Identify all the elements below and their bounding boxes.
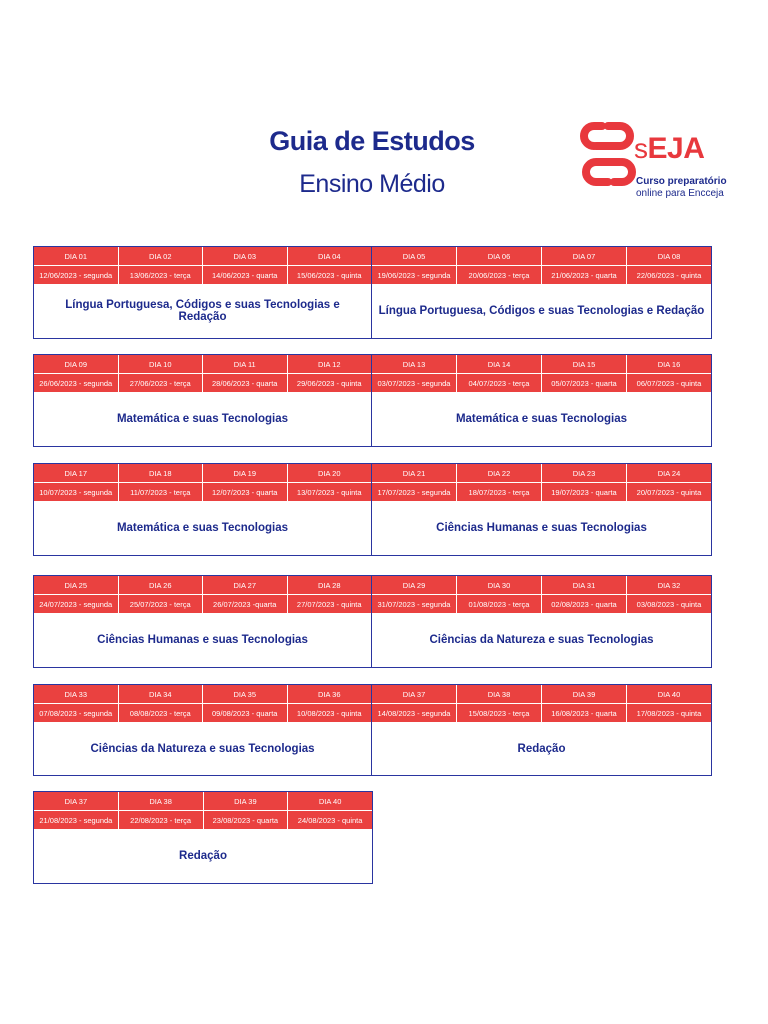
date-row [34, 373, 371, 392]
day-row [34, 685, 371, 703]
schedule-block-4 [33, 575, 712, 668]
day-cell: DIA 30 [457, 576, 542, 594]
date-cell: 17/08/2023 - quinta [627, 704, 711, 722]
date-cell: 29/06/2023 - quinta [288, 374, 372, 392]
day-cell: DIA 21 [372, 464, 457, 482]
day-row [34, 576, 371, 594]
date-row [372, 482, 711, 501]
day-cell: DIA 39 [542, 685, 627, 703]
date-cell: 04/07/2023 - terça [457, 374, 542, 392]
date-cell: 24/08/2023 - quinta [288, 811, 372, 829]
day-row [34, 355, 371, 373]
schedule-block-3 [33, 463, 712, 556]
schedule-block-1 [33, 246, 712, 339]
day-cell: DIA 37 [372, 685, 457, 703]
day-cell: DIA 25 [34, 576, 119, 594]
date-cell: 06/07/2023 - quinta [627, 374, 711, 392]
topic-label: Língua Portuguesa, Códigos e suas Tecnologias e Redação [378, 305, 705, 317]
logo-tagline-2: online para Encceja [636, 188, 724, 199]
day-cell: DIA 28 [288, 576, 372, 594]
day-cell: DIA 40 [288, 792, 372, 810]
date-cell: 26/06/2023 - segunda [34, 374, 119, 392]
date-cell: 31/07/2023 - segunda [372, 595, 457, 613]
day-cell: DIA 02 [119, 247, 204, 265]
day-cell: DIA 09 [34, 355, 119, 373]
day-cell: DIA 10 [119, 355, 204, 373]
day-cell: DIA 15 [542, 355, 627, 373]
day-cell: DIA 16 [627, 355, 711, 373]
date-cell: 12/07/2023 - quarta [203, 483, 288, 501]
day-cell: DIA 24 [627, 464, 711, 482]
date-row [34, 810, 372, 829]
day-cell: DIA 05 [372, 247, 457, 265]
day-cell: DIA 01 [34, 247, 119, 265]
day-cell: DIA 14 [457, 355, 542, 373]
date-cell: 12/06/2023 - segunda [34, 266, 119, 284]
date-cell: 18/07/2023 - terça [457, 483, 542, 501]
schedule-group [372, 684, 712, 776]
date-row [34, 265, 371, 284]
day-row [34, 464, 371, 482]
date-cell: 17/07/2023 - segunda [372, 483, 457, 501]
seja-symbol-icon [580, 118, 636, 190]
day-cell: DIA 36 [288, 685, 372, 703]
schedule-group [33, 246, 372, 339]
date-cell: 20/06/2023 - terça [457, 266, 542, 284]
day-cell: DIA 38 [457, 685, 542, 703]
day-cell: DIA 32 [627, 576, 711, 594]
date-cell: 03/08/2023 - quinta [627, 595, 711, 613]
date-row [34, 703, 371, 722]
day-row [372, 464, 711, 482]
day-row [34, 792, 372, 810]
topic-label: Ciências da Natureza e suas Tecnologias [90, 742, 315, 755]
date-cell: 15/06/2023 - quinta [288, 266, 372, 284]
topic-label: Ciências Humanas e suas Tecnologias [436, 522, 647, 534]
date-cell: 24/07/2023 - segunda [34, 595, 119, 613]
day-cell: DIA 40 [627, 685, 711, 703]
logo-brand: sEJA [634, 132, 705, 165]
date-cell: 22/08/2023 - terça [119, 811, 204, 829]
date-cell: 14/06/2023 - quarta [203, 266, 288, 284]
date-row [34, 482, 371, 501]
schedule-group [33, 463, 372, 556]
day-row [372, 685, 711, 703]
schedule-block-2 [33, 354, 712, 447]
date-cell: 11/07/2023 - terça [119, 483, 204, 501]
logo-tagline-1: Curso preparatório [636, 176, 727, 187]
date-row [372, 703, 711, 722]
day-cell: DIA 19 [203, 464, 288, 482]
seja-logo [580, 108, 727, 208]
date-cell: 02/08/2023 - quarta [542, 595, 627, 613]
date-cell: 15/08/2023 - terça [457, 704, 542, 722]
schedule-group [372, 246, 712, 339]
day-cell: DIA 35 [203, 685, 288, 703]
schedule-group [33, 354, 372, 447]
day-cell: DIA 29 [372, 576, 457, 594]
date-cell: 21/08/2023 - segunda [34, 811, 119, 829]
date-cell: 13/07/2023 - quinta [288, 483, 372, 501]
day-cell: DIA 04 [288, 247, 372, 265]
topic-label: Matemática e suas Tecnologias [455, 413, 628, 425]
schedule-group [33, 684, 372, 776]
date-cell: 19/07/2023 - quarta [542, 483, 627, 501]
date-cell: 05/07/2023 - quarta [542, 374, 627, 392]
date-cell: 10/07/2023 - segunda [34, 483, 119, 501]
topic-label: Redação [517, 742, 566, 755]
day-cell: DIA 27 [203, 576, 288, 594]
day-row [372, 576, 711, 594]
topic-label: Matemática e suas Tecnologias [116, 522, 289, 534]
day-cell: DIA 13 [372, 355, 457, 373]
day-row [372, 355, 711, 373]
day-cell: DIA 22 [457, 464, 542, 482]
date-row [372, 594, 711, 613]
day-cell: DIA 26 [119, 576, 204, 594]
page-subtitle: Ensino Médio [299, 170, 445, 198]
day-row [372, 247, 711, 265]
date-cell: 28/06/2023 - quarta [203, 374, 288, 392]
date-row [372, 265, 711, 284]
day-cell: DIA 39 [204, 792, 289, 810]
date-cell: 27/06/2023 - terça [119, 374, 204, 392]
day-cell: DIA 11 [203, 355, 288, 373]
date-cell: 14/08/2023 - segunda [372, 704, 457, 722]
day-cell: DIA 20 [288, 464, 372, 482]
date-cell: 09/08/2023 - quarta [203, 704, 288, 722]
date-cell: 13/06/2023 - terça [119, 266, 204, 284]
date-cell: 03/07/2023 - segunda [372, 374, 457, 392]
day-cell: DIA 38 [119, 792, 204, 810]
schedule-block-6 [33, 791, 373, 884]
topic-label: Língua Portuguesa, Códigos e suas Tecnologias e Redação [65, 299, 340, 323]
date-cell: 01/08/2023 - terça [457, 595, 542, 613]
schedule-group [33, 791, 373, 884]
date-row [372, 373, 711, 392]
day-cell: DIA 18 [119, 464, 204, 482]
date-cell: 19/06/2023 - segunda [372, 266, 457, 284]
day-cell: DIA 08 [627, 247, 711, 265]
schedule-group [372, 463, 712, 556]
page-title: Guia de Estudos [269, 126, 475, 156]
date-cell: 07/08/2023 - segunda [34, 704, 119, 722]
topic-label: Redação [179, 850, 227, 862]
day-cell: DIA 03 [203, 247, 288, 265]
date-cell: 21/06/2023 - quarta [542, 266, 627, 284]
day-cell: DIA 06 [457, 247, 542, 265]
day-cell: DIA 33 [34, 685, 119, 703]
date-cell: 22/06/2023 - quinta [627, 266, 711, 284]
day-row [34, 247, 371, 265]
day-cell: DIA 23 [542, 464, 627, 482]
schedule-group [372, 575, 712, 668]
date-cell: 26/07/2023 -quarta [203, 595, 288, 613]
date-cell: 27/07/2023 - quinta [288, 595, 372, 613]
date-cell: 25/07/2023 - terça [119, 595, 204, 613]
date-cell: 23/08/2023 - quarta [204, 811, 289, 829]
day-cell: DIA 34 [119, 685, 204, 703]
topic-label: Ciências Humanas e suas Tecnologias [97, 634, 308, 646]
topic-label: Matemática e suas Tecnologias [116, 413, 289, 425]
day-cell: DIA 17 [34, 464, 119, 482]
schedule-block-5 [33, 684, 712, 776]
day-cell: DIA 31 [542, 576, 627, 594]
date-cell: 10/08/2023 - quinta [288, 704, 372, 722]
day-cell: DIA 12 [288, 355, 372, 373]
date-cell: 20/07/2023 - quinta [627, 483, 711, 501]
date-row [34, 594, 371, 613]
day-cell: DIA 37 [34, 792, 119, 810]
date-cell: 08/08/2023 - terça [119, 704, 204, 722]
schedule-group [33, 575, 372, 668]
topic-label: Ciências da Natureza e suas Tecnologias [429, 634, 654, 646]
schedule-group [372, 354, 712, 447]
day-cell: DIA 07 [542, 247, 627, 265]
date-cell: 16/08/2023 - quarta [542, 704, 627, 722]
